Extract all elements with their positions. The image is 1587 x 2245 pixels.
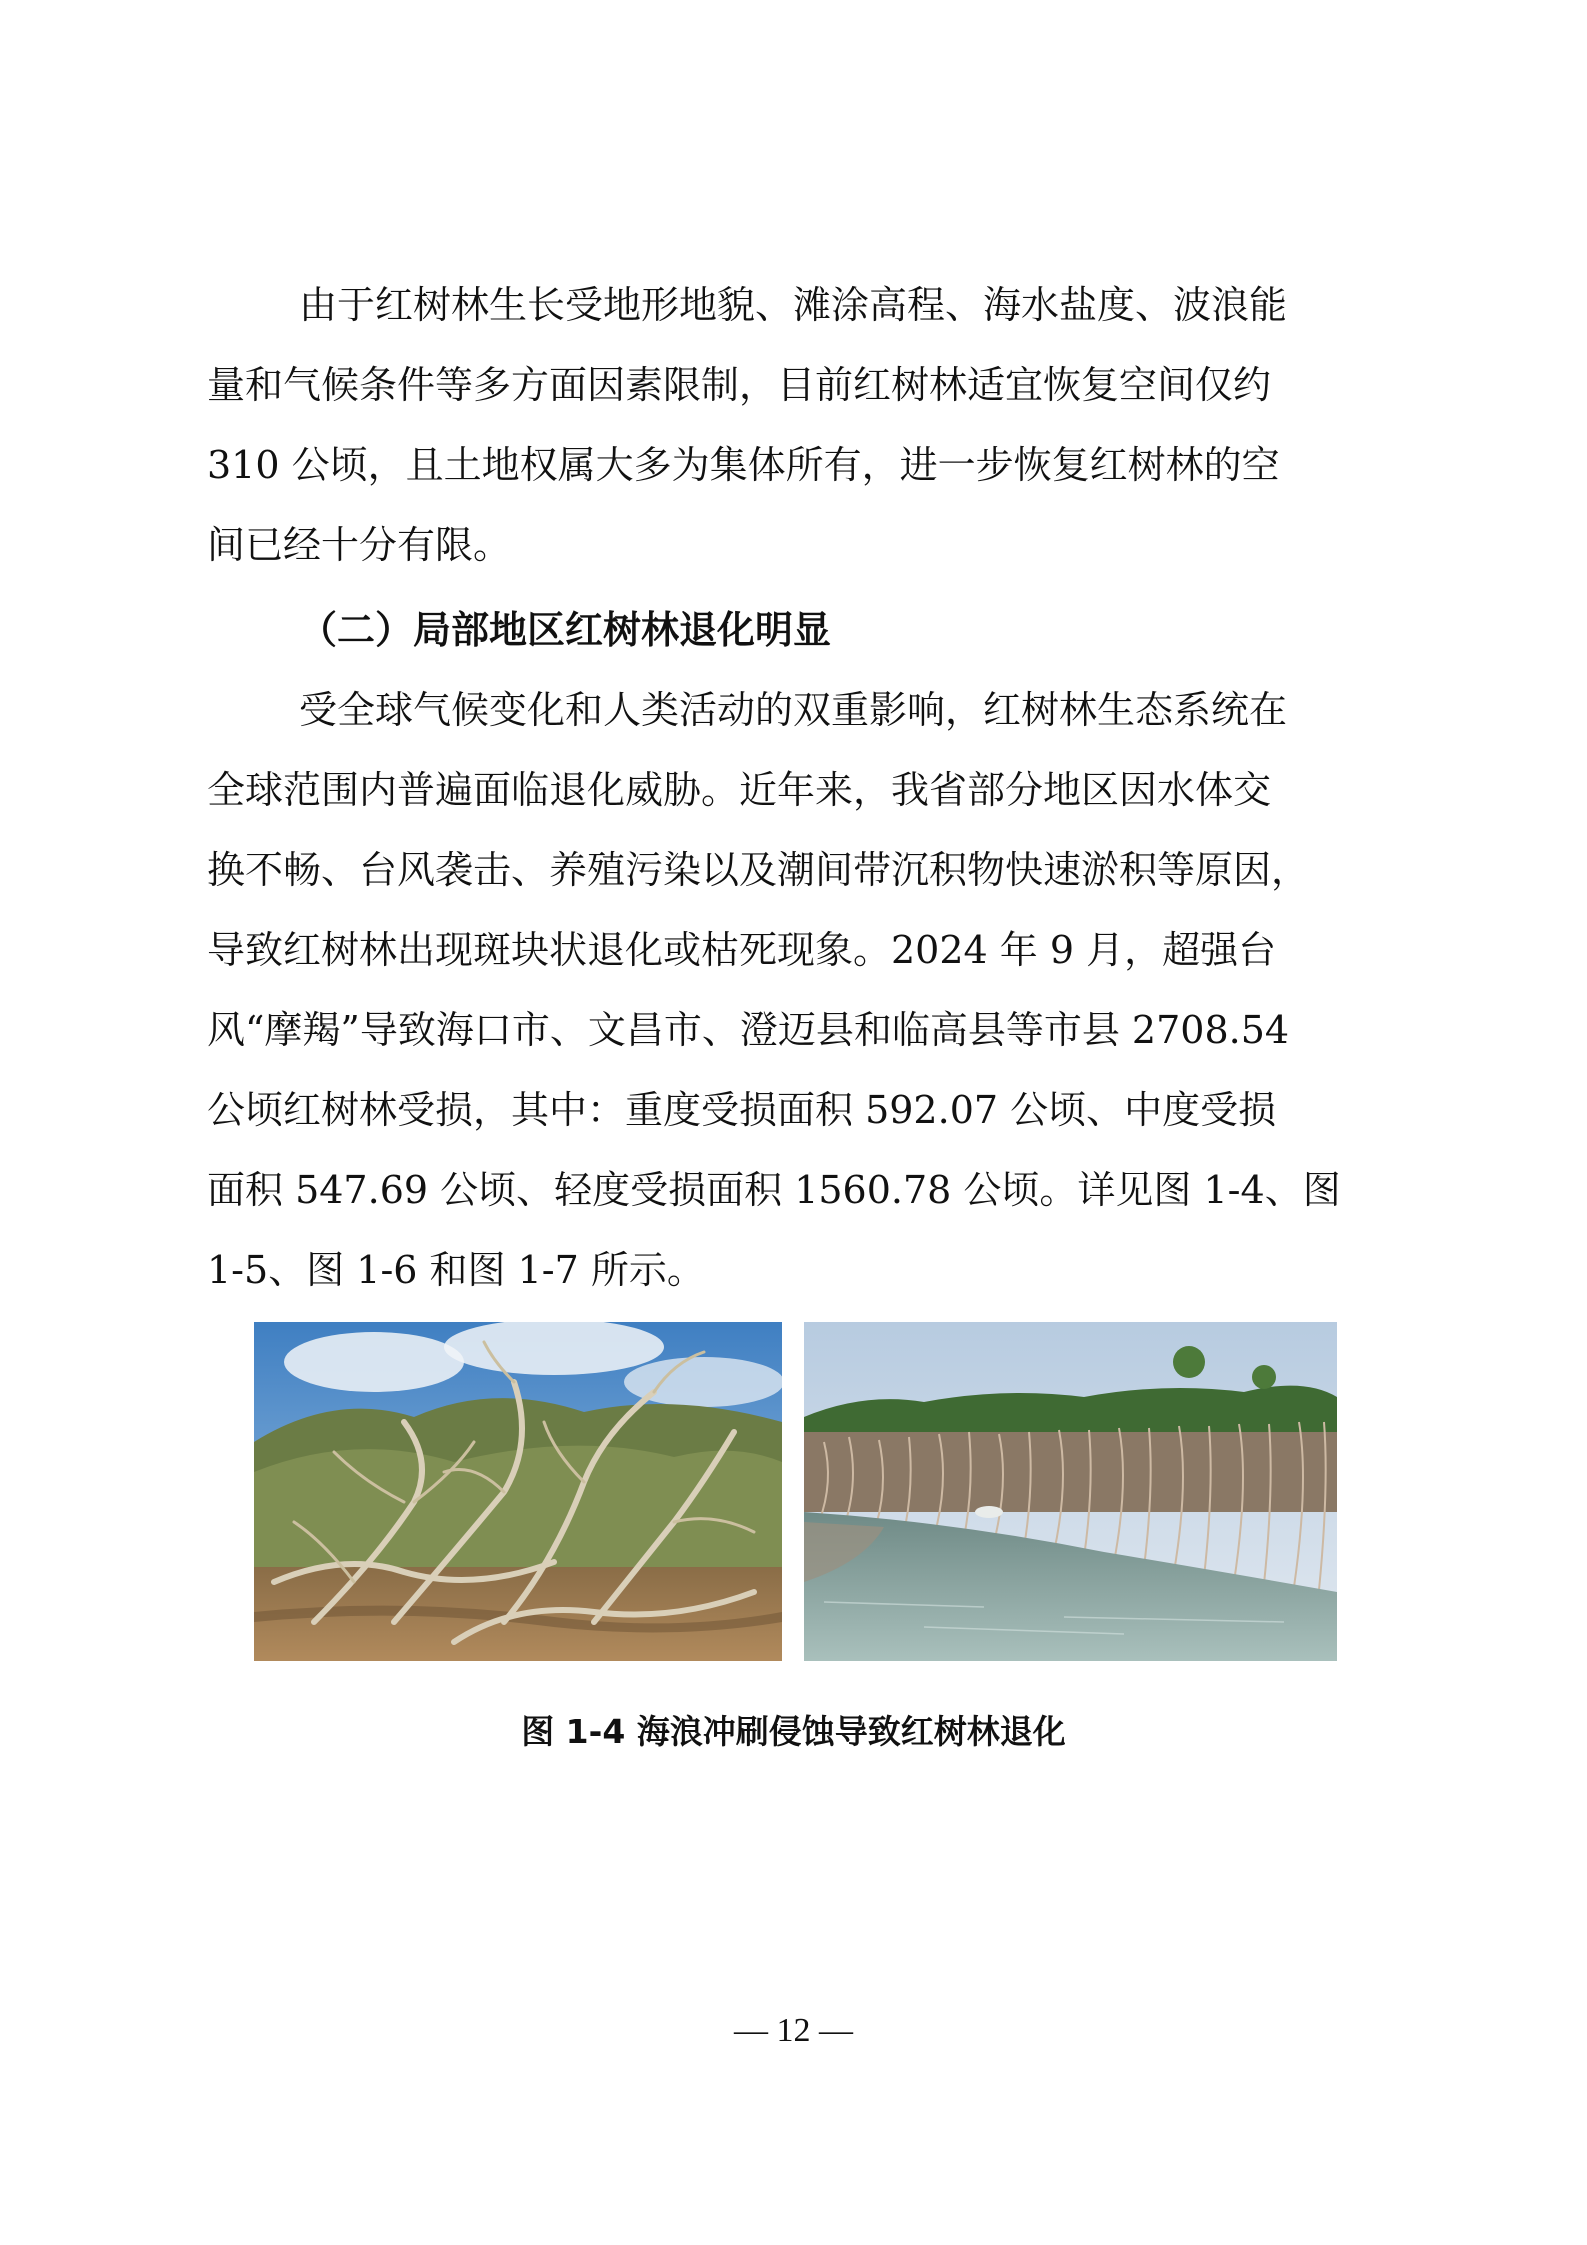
photo-eroded-mangrove-roots: [804, 1322, 1337, 1661]
paragraph-line: 受全球气候变化和人类活动的双重影响，红树林生态系统在: [299, 688, 1288, 732]
page-number: — 12 —: [734, 2012, 853, 2049]
paragraph-line: 1-5、图 1-6 和图 1-7 所示。: [207, 1248, 705, 1292]
paragraph-line: 风“摩羯”导致海口市、文昌市、澄迈县和临高县等市县 2708.54: [207, 1008, 1290, 1052]
section-heading: （二）局部地区红树林退化明显: [299, 608, 832, 652]
paragraph-line: 由于红树林生长受地形地貌、滩涂高程、海水盐度、波浪能: [299, 283, 1288, 327]
paragraph-degradation: [207, 670, 1387, 1310]
paragraph-line: 310 公顷，且土地权属大多为集体所有，进一步恢复红树林的空: [207, 443, 1280, 487]
paragraph-line: 全球范围内普遍面临退化威胁。近年来，我省部分地区因水体交: [207, 768, 1272, 812]
paragraph-line: 间已经十分有限。: [207, 523, 512, 567]
paragraph-line: 公顷红树林受损，其中：重度受损面积 592.07 公顷、中度受损: [207, 1088, 1277, 1132]
paragraph-line: 换不畅、台风袭击、养殖污染以及潮间带沉积物快速淤积等原因，: [207, 848, 1310, 892]
paragraph-line: 量和气候条件等多方面因素限制，目前红树林适宜恢复空间仅约: [207, 363, 1272, 407]
photo-dead-mangrove-mudflat: [254, 1322, 782, 1661]
paragraph-constraints: [207, 265, 1387, 585]
figure-caption: 图 1-4 海浪冲刷侵蚀导致红树林退化: [521, 1712, 1066, 1751]
paragraph-line: 导致红树林出现斑块状退化或枯死现象。2024 年 9 月，超强台: [207, 928, 1277, 972]
paragraph-line: 面积 547.69 公顷、轻度受损面积 1560.78 公顷。详见图 1-4、图: [207, 1168, 1341, 1212]
